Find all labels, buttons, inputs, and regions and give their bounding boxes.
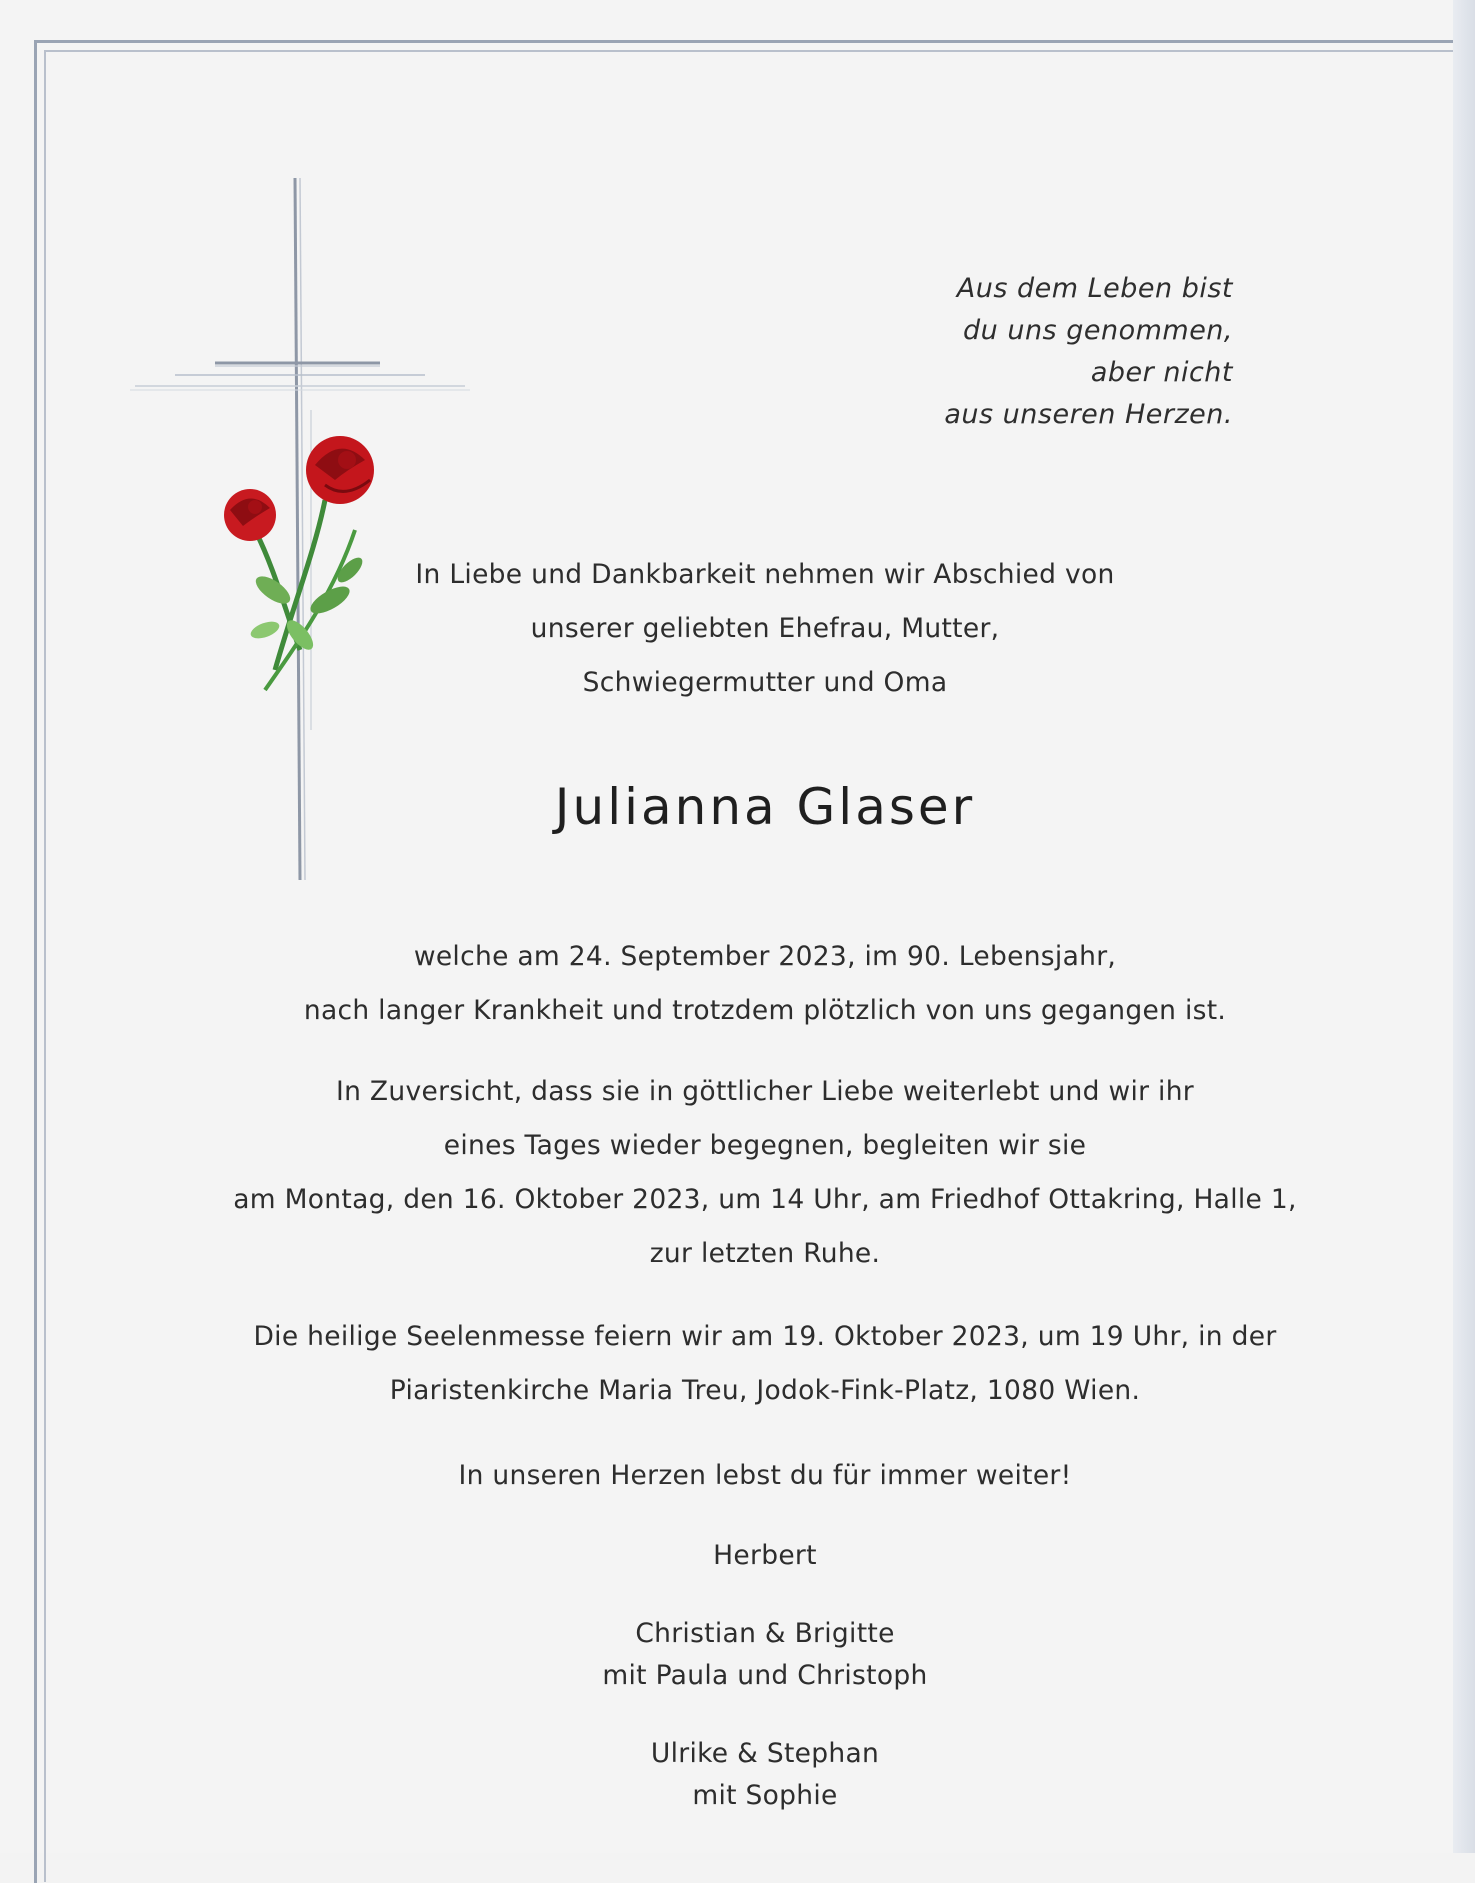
signatory-name: Herbert	[713, 1540, 817, 1571]
signatory-group	[0, 1613, 1475, 1697]
intro-line: Schwiegermutter und Oma	[582, 667, 948, 698]
funeral-line: am Montag, den 16. Oktober 2023, um 14 Uhr, am Friedhof Ottakring, Halle 1,	[233, 1184, 1297, 1215]
funeral-line: zur letzten Ruhe.	[649, 1238, 881, 1269]
scan-edge	[1453, 0, 1475, 1853]
motto-line: du uns genommen,	[963, 315, 1233, 346]
mass-info	[0, 1310, 1475, 1418]
notice-line: welche am 24. September 2023, im 90. Lebensjahr,	[413, 941, 1117, 972]
signatory-group	[0, 1733, 1475, 1817]
motto-line: Aus dem Leben bist	[956, 273, 1233, 304]
signatory-name: mit Paula und Christoph	[602, 1660, 928, 1691]
mass-line: Piaristenkirche Maria Treu, Jodok-Fink-Platz, 1080 Wien.	[389, 1375, 1141, 1406]
motto-line: aber nicht	[1090, 357, 1233, 388]
motto-line: aus unseren Herzen.	[944, 399, 1233, 430]
motto-quote	[944, 268, 1233, 436]
signatory-name: Christian & Brigitte	[635, 1618, 895, 1649]
intro-text	[0, 548, 1475, 710]
signatory-group	[0, 1540, 1475, 1571]
signatory-name: mit Sophie	[692, 1780, 838, 1811]
closing-line: In unseren Herzen lebst du für immer weiter!	[458, 1460, 1072, 1491]
intro-line: In Liebe und Dankbarkeit nehmen wir Abschied von	[415, 559, 1115, 590]
mass-line: Die heilige Seelenmesse feiern wir am 19. Oktober 2023, um 19 Uhr, in der	[253, 1321, 1277, 1352]
funeral-line: In Zuversicht, dass sie in göttlicher Liebe weiterlebt und wir ihr	[336, 1076, 1194, 1107]
funeral-line: eines Tages wieder begegnen, begleiten wir sie	[443, 1130, 1087, 1161]
deceased-name: Julianna Glaser	[554, 778, 976, 836]
funeral-info	[0, 1065, 1475, 1281]
intro-line: unserer geliebten Ehefrau, Mutter,	[530, 613, 1000, 644]
signatory-name: Ulrike & Stephan	[650, 1738, 880, 1769]
death-notice	[0, 930, 1475, 1038]
notice-line: nach langer Krankheit und trotzdem plötzlich von uns gegangen ist.	[303, 995, 1227, 1026]
